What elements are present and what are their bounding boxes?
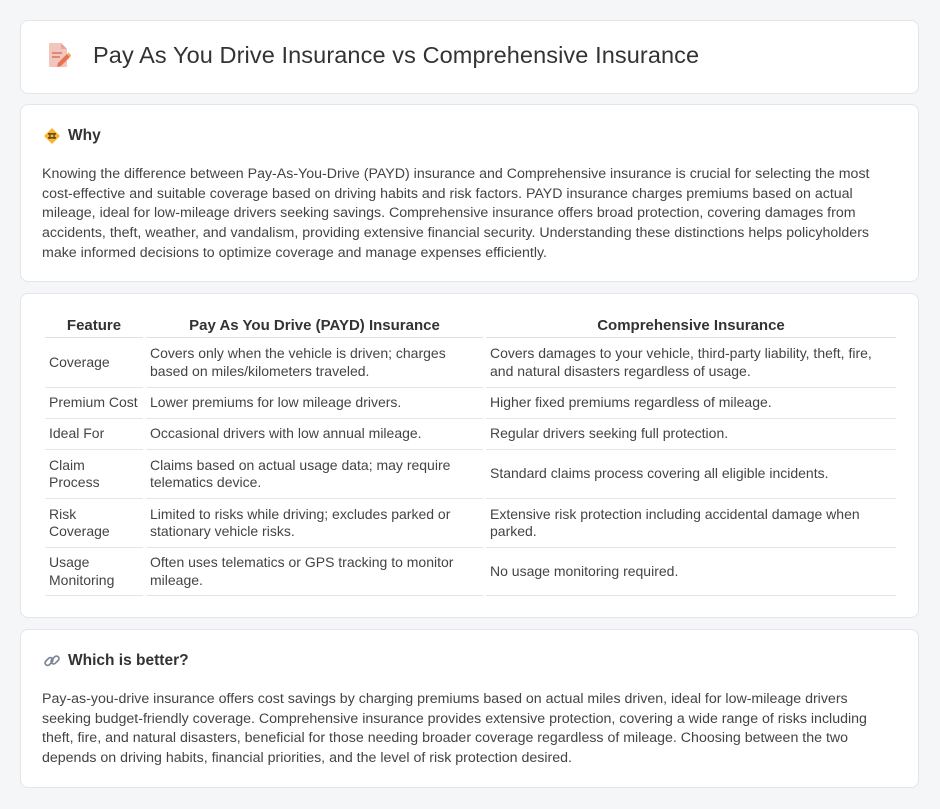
table-cell-payd: Occasional drivers with low annual mileage.: [146, 419, 483, 450]
table-cell-payd: Often uses telematics or GPS tracking to monitor mileage.: [146, 548, 483, 596]
which-is-better-card: [20, 629, 919, 788]
why-card: [20, 104, 919, 282]
better-heading: [43, 652, 189, 670]
why-title: Why: [68, 127, 101, 144]
table-row: [45, 388, 896, 419]
document-pencil-icon: [47, 41, 71, 69]
table-row: [45, 338, 896, 388]
link-icon: [43, 652, 61, 670]
table-cell-payd: Covers only when the vehicle is driven; charges based on miles/kilometers traveled.: [146, 338, 483, 388]
table-cell-payd: Lower premiums for low mileage drivers.: [146, 388, 483, 419]
header-row: [47, 41, 699, 69]
header-card: [20, 20, 919, 94]
table-row: [45, 499, 896, 548]
comparison-table-card: [20, 293, 919, 618]
table-cell-comprehensive: Covers damages to your vehicle, third-party liability, theft, fire, and natural disasters regardless of usage.: [486, 338, 896, 388]
table-cell-feature: Usage Monitoring: [45, 548, 143, 596]
table-header-payd: Pay As You Drive (PAYD) Insurance: [146, 314, 483, 338]
table-cell-feature: Coverage: [45, 338, 143, 388]
table-header-feature: Feature: [45, 314, 143, 338]
table-row: [45, 419, 896, 450]
table-cell-feature: Premium Cost: [45, 388, 143, 419]
table-cell-payd: Claims based on actual usage data; may require telematics device.: [146, 450, 483, 499]
table-row: [45, 450, 896, 499]
table-cell-payd: Limited to risks while driving; excludes parked or stationary vehicle risks.: [146, 499, 483, 548]
table-cell-comprehensive: Extensive risk protection including accidental damage when parked.: [486, 499, 896, 548]
table-header-row: [45, 314, 896, 338]
page-title: Pay As You Drive Insurance vs Comprehensive Insurance: [93, 41, 700, 68]
table-cell-feature: Ideal For: [45, 419, 143, 450]
table-cell-comprehensive: Standard claims process covering all eligible incidents.: [486, 450, 896, 499]
why-heading: [43, 127, 101, 145]
why-text: Knowing the difference between Pay-As-You-Drive (PAYD) insurance and Comprehensive insurance is crucial for selecting the most cost-effective and suitable coverage based on driving habits and risk factors. PAYD insurance charges premiums based on actual mileage, ideal for low-mileage drivers seeking savings. Comprehensive insurance offers broad protection, covering damages from accidents, theft, weather, and vandalism, providing extensive financial security. Understanding these distinctions helps policyholders make informed decisions to optimize coverage and manage expenses efficiently.: [42, 166, 870, 261]
better-title: Which is better?: [68, 652, 189, 669]
comparison-table: [42, 314, 899, 596]
table-cell-feature: Risk Coverage: [45, 499, 143, 548]
table-cell-comprehensive: Higher fixed premiums regardless of mileage.: [486, 388, 896, 419]
better-text: Pay-as-you-drive insurance offers cost savings by charging premiums based on actual miles driven, ideal for low-mileage drivers seeking budget-friendly coverage. Comprehensive insurance provides extensive protection, covering a wide range of risks including theft, fire, and natural disasters, beneficial for those needing broader coverage regardless of mileage. Choosing between the two depends on driving habits, financial priorities, and the level of risk protection desired.: [42, 691, 867, 767]
table-cell-feature: Claim Process: [45, 450, 143, 499]
table-cell-comprehensive: Regular drivers seeking full protection.: [486, 419, 896, 450]
table-cell-comprehensive: No usage monitoring required.: [486, 548, 896, 596]
table-row: [45, 548, 896, 596]
warning-sign-icon: [43, 127, 61, 145]
table-header-comprehensive: Comprehensive Insurance: [486, 314, 896, 338]
